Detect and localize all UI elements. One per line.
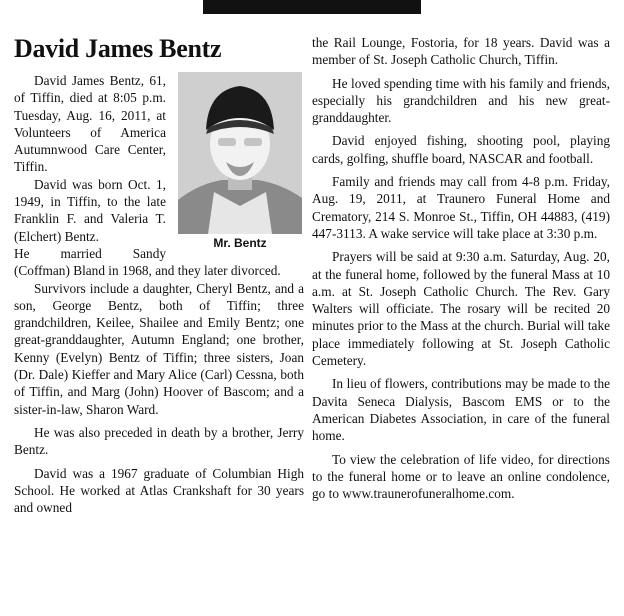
obit-paragraph: David was born Oct. 1, 1949, in Tiffin, to the late Franklin F. and Valeria T. (Elchert) Bentz.: [14, 176, 166, 244]
right-column: [312, 34, 610, 502]
portrait-figure: [176, 72, 304, 252]
obit-paragraph: Prayers will be said at 9:30 a.m. Saturday, Aug. 20, at the funeral home, followed by the funeral Mass at 10 a.m. at St. Joseph Catholic Church. The Rev. Gary Walters will officiate. The rosary will be recited 20 minutes prior to the Mass at the church. Burial will take place immediately following at St. Joseph Catholic Cemetery.: [312, 249, 610, 369]
obit-paragraph: Family and friends may call from 4-8 p.m. Friday, Aug. 19, 2011, at Traunero Funeral Home and Crematory, 214 S. Monroe St., Tiffin, OH 44883, (419) 447-3113. A wake service will take place at 3:30 p.m.: [312, 174, 610, 241]
section-header-bar: [203, 0, 421, 14]
portrait-photo: [178, 72, 302, 234]
obit-paragraph: Survivors include a daughter, Cheryl Bentz, and a son, George Bentz, both of Tiffin; three grandchildren, Keilee, Shailee and Emily Bentz; one great-granddaughter, Autumn England; one brother, Kenny (Evelyn) Bentz of Tiffin; three sisters, Joan (Dr. Dale) Kieffer and Mary Alice (Carl) Cessna, both of Tiffin, and Marg (John) Hoover of Bascom; and a sister-in-law, Sharon Ward.: [14, 280, 304, 417]
obit-paragraph: He was also preceded in death by a brother, Jerry Bentz.: [14, 424, 304, 458]
portrait-image: [178, 72, 302, 234]
left-column: [14, 34, 304, 516]
obit-paragraph: In lieu of flowers, contributions may be made to the Davita Seneca Dialysis, Bascom EMS or to the American Diabetes Association, in care of the funeral home.: [312, 376, 610, 444]
obit-paragraph: To view the celebration of life video, for directions to the funeral home or to leave an online condolence, go to www.traunerofuneralhome.com.: [312, 451, 610, 502]
obit-paragraph: David enjoyed fishing, shooting pool, playing cards, golfing, shuffle board, NASCAR and football.: [312, 133, 610, 166]
photo-caption: Mr. Bentz: [213, 236, 267, 250]
obit-paragraph: the Rail Lounge, Fostoria, for 18 years. David was a member of St. Joseph Catholic Church, Tiffin.: [312, 35, 610, 68]
obit-paragraph: He loved spending time with his family and friends, especially his grandchildren and his new great-granddaughter.: [312, 75, 610, 126]
obit-paragraph: He married Sandy (Coffman) Bland in 1968, and they later divorced.: [14, 245, 281, 279]
headline: David James Bentz: [14, 34, 222, 63]
obit-paragraph: David James Bentz, 61, of Tiffin, died at 8:05 p.m. Tuesday, Aug. 16, 2011, at Volunteers of America Autumnwood Care Center, Tiffin.: [14, 73, 166, 175]
obit-paragraph: David was a 1967 graduate of Columbian High School. He worked at Atlas Crankshaft for 30 years and owned: [14, 465, 304, 516]
